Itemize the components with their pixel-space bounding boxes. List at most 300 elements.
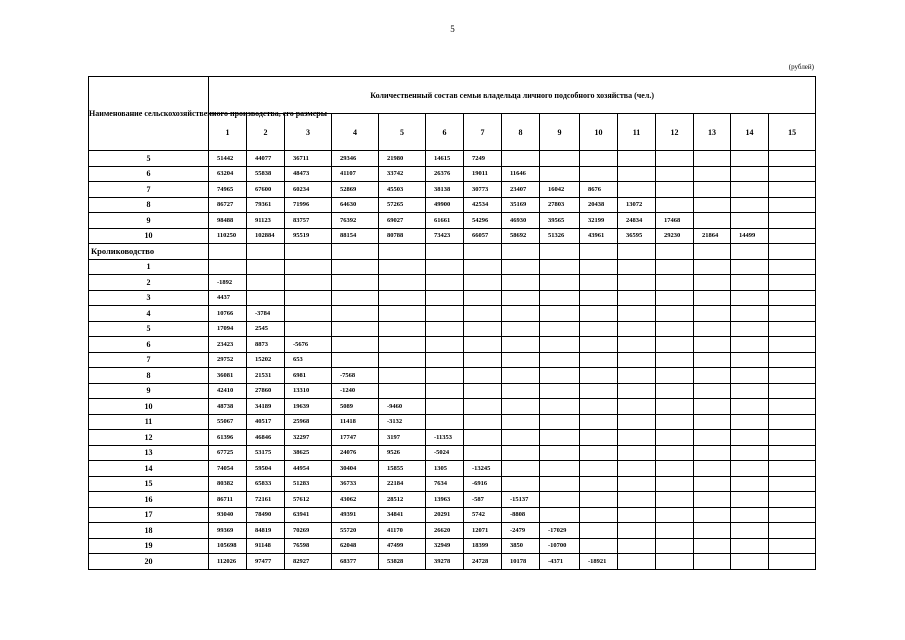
- table-cell: 17747: [332, 430, 379, 446]
- table-cell: [379, 259, 426, 275]
- table-cell: 14499: [731, 228, 769, 244]
- table-cell: [769, 538, 816, 554]
- table-cell: 10178: [502, 554, 540, 570]
- table-cell: [656, 507, 694, 523]
- table-cell: 62048: [332, 538, 379, 554]
- table-cell: [502, 244, 540, 260]
- table-cell: 72161: [247, 492, 285, 508]
- table-cell: [656, 554, 694, 570]
- table-cell: 49900: [426, 197, 464, 213]
- table-cell: 14615: [426, 151, 464, 167]
- table-cell: [464, 306, 502, 322]
- table-cell: [656, 259, 694, 275]
- row-label: 17: [89, 507, 209, 523]
- table-cell: [332, 321, 379, 337]
- table-cell: 82927: [285, 554, 332, 570]
- table-cell: [247, 244, 285, 260]
- units-note: (рублей): [788, 63, 814, 71]
- table-cell: [540, 430, 580, 446]
- table-cell: 30773: [464, 182, 502, 198]
- table-cell: [769, 352, 816, 368]
- table-cell: [502, 399, 540, 415]
- table-cell: [656, 151, 694, 167]
- table-cell: 53175: [247, 445, 285, 461]
- table-cell: 17468: [656, 213, 694, 229]
- table-cell: 97477: [247, 554, 285, 570]
- table-cell: 7634: [426, 476, 464, 492]
- table-cell: [540, 290, 580, 306]
- table-cell: [426, 383, 464, 399]
- row-label: 18: [89, 523, 209, 539]
- table-cell: [694, 213, 731, 229]
- table-cell: [332, 290, 379, 306]
- table-cell: 105698: [209, 538, 247, 554]
- table-cell: [731, 492, 769, 508]
- table-cell: 83757: [285, 213, 332, 229]
- table-cell: [731, 445, 769, 461]
- table-cell: 79361: [247, 197, 285, 213]
- table-cell: 61396: [209, 430, 247, 446]
- table-cell: [656, 445, 694, 461]
- table-cell: [694, 352, 731, 368]
- table-cell: [769, 244, 816, 260]
- table-row: [89, 554, 816, 570]
- table-cell: [769, 383, 816, 399]
- row-label: 8: [89, 368, 209, 384]
- table-cell: [502, 383, 540, 399]
- table-cell: [694, 476, 731, 492]
- table-cell: 47499: [379, 538, 426, 554]
- table-cell: [502, 352, 540, 368]
- table-cell: [379, 321, 426, 337]
- table-cell: [426, 368, 464, 384]
- table-cell: 53828: [379, 554, 426, 570]
- table-cell: 16042: [540, 182, 580, 198]
- table-cell: [656, 166, 694, 182]
- table-cell: 8873: [247, 337, 285, 353]
- column-header: 1: [209, 114, 247, 151]
- table-cell: 60234: [285, 182, 332, 198]
- data-table: [88, 76, 816, 570]
- table-cell: [580, 476, 618, 492]
- table-row: [89, 476, 816, 492]
- table-cell: 3850: [502, 538, 540, 554]
- table-cell: 7249: [464, 151, 502, 167]
- table-cell: 22184: [379, 476, 426, 492]
- table-cell: 80382: [209, 476, 247, 492]
- table-cell: [618, 337, 656, 353]
- table-cell: [618, 554, 656, 570]
- table-cell: 42410: [209, 383, 247, 399]
- table-cell: [332, 352, 379, 368]
- table-cell: [731, 430, 769, 446]
- table-cell: 51283: [285, 476, 332, 492]
- table-cell: 76598: [285, 538, 332, 554]
- table-cell: [656, 461, 694, 477]
- table-cell: 11646: [502, 166, 540, 182]
- table-cell: [379, 275, 426, 291]
- table-cell: -5676: [285, 337, 332, 353]
- table-cell: [769, 151, 816, 167]
- table-cell: 93040: [209, 507, 247, 523]
- table-cell: [580, 244, 618, 260]
- table-cell: [285, 259, 332, 275]
- table-cell: [731, 244, 769, 260]
- table-cell: [618, 244, 656, 260]
- table-cell: 12071: [464, 523, 502, 539]
- table-cell: [540, 275, 580, 291]
- table-cell: [694, 275, 731, 291]
- table-cell: [502, 461, 540, 477]
- table-cell: 3197: [379, 430, 426, 446]
- table-cell: [464, 259, 502, 275]
- table-cell: 54296: [464, 213, 502, 229]
- table-cell: [426, 259, 464, 275]
- table-cell: [769, 492, 816, 508]
- table-cell: 55067: [209, 414, 247, 430]
- row-label: 19: [89, 538, 209, 554]
- table-cell: [656, 492, 694, 508]
- row-label: 10: [89, 228, 209, 244]
- table-cell: [540, 337, 580, 353]
- table-cell: [731, 197, 769, 213]
- table-cell: 43062: [332, 492, 379, 508]
- table-cell: [618, 259, 656, 275]
- table-cell: [540, 476, 580, 492]
- table-cell: [731, 368, 769, 384]
- table-cell: [540, 368, 580, 384]
- table-cell: 40517: [247, 414, 285, 430]
- table-cell: -1892: [209, 275, 247, 291]
- table-cell: [426, 337, 464, 353]
- table-cell: 98488: [209, 213, 247, 229]
- table-cell: 59504: [247, 461, 285, 477]
- table-cell: [769, 554, 816, 570]
- table-cell: -3784: [247, 306, 285, 322]
- table-cell: [731, 352, 769, 368]
- row-label: 5: [89, 321, 209, 337]
- table-cell: 29346: [332, 151, 379, 167]
- table-cell: 45503: [379, 182, 426, 198]
- table-cell: [502, 259, 540, 275]
- row-label: 13: [89, 445, 209, 461]
- table-cell: [502, 430, 540, 446]
- table-cell: -1240: [332, 383, 379, 399]
- table-cell: [656, 244, 694, 260]
- table-cell: 55838: [247, 166, 285, 182]
- table-cell: [464, 399, 502, 415]
- table-cell: 38138: [426, 182, 464, 198]
- table-cell: [379, 244, 426, 260]
- table-cell: [618, 352, 656, 368]
- table-cell: [694, 321, 731, 337]
- table-cell: 23407: [502, 182, 540, 198]
- table-cell: 43961: [580, 228, 618, 244]
- table-cell: [540, 507, 580, 523]
- table-cell: 52869: [332, 182, 379, 198]
- table-cell: [618, 538, 656, 554]
- table-cell: 57265: [379, 197, 426, 213]
- table-cell: [656, 523, 694, 539]
- column-header: 3: [285, 114, 332, 151]
- table-cell: [656, 290, 694, 306]
- table-cell: 6981: [285, 368, 332, 384]
- table-cell: 44077: [247, 151, 285, 167]
- table-cell: [731, 275, 769, 291]
- table-cell: [379, 383, 426, 399]
- table-cell: [580, 306, 618, 322]
- table-cell: 32949: [426, 538, 464, 554]
- table-cell: [618, 321, 656, 337]
- group-header: Количественный состав семьи владельца личного подсобного хозяйства (чел.): [209, 77, 816, 114]
- column-header: 4: [332, 114, 379, 151]
- table-cell: 20291: [426, 507, 464, 523]
- table-cell: 27803: [540, 197, 580, 213]
- table-cell: [580, 368, 618, 384]
- table-cell: -587: [464, 492, 502, 508]
- table-cell: [656, 414, 694, 430]
- table-cell: 26376: [426, 166, 464, 182]
- table-cell: [656, 306, 694, 322]
- table-cell: [694, 306, 731, 322]
- table-cell: [618, 383, 656, 399]
- table-cell: [379, 306, 426, 322]
- table-cell: [580, 337, 618, 353]
- table-cell: -5024: [426, 445, 464, 461]
- table-cell: [618, 461, 656, 477]
- table-cell: 88154: [332, 228, 379, 244]
- table-cell: [580, 321, 618, 337]
- table-cell: [656, 197, 694, 213]
- table-cell: [731, 538, 769, 554]
- table-cell: -3132: [379, 414, 426, 430]
- table-cell: [580, 151, 618, 167]
- table-cell: 55720: [332, 523, 379, 539]
- table-cell: 69027: [379, 213, 426, 229]
- table-cell: 70269: [285, 523, 332, 539]
- table-cell: [731, 259, 769, 275]
- table-cell: 35169: [502, 197, 540, 213]
- table-row: [89, 182, 816, 198]
- name-column-header: Наименование сельскохозяйственного производства, его размеры: [89, 77, 209, 151]
- table-cell: [656, 430, 694, 446]
- table-cell: 99369: [209, 523, 247, 539]
- row-label: 3: [89, 290, 209, 306]
- table-cell: [580, 399, 618, 415]
- table-cell: 4437: [209, 290, 247, 306]
- table-cell: [580, 492, 618, 508]
- table-cell: [656, 352, 694, 368]
- table-cell: 42534: [464, 197, 502, 213]
- table-cell: [540, 399, 580, 415]
- table-cell: [656, 368, 694, 384]
- table-cell: [502, 321, 540, 337]
- table-cell: 36595: [618, 228, 656, 244]
- table-cell: 32199: [580, 213, 618, 229]
- table-cell: [656, 182, 694, 198]
- table-cell: [332, 306, 379, 322]
- table-cell: [426, 275, 464, 291]
- table-cell: [580, 290, 618, 306]
- table-row: [89, 523, 816, 539]
- table-cell: [580, 430, 618, 446]
- table-cell: 29230: [656, 228, 694, 244]
- table-cell: 63204: [209, 166, 247, 182]
- table-cell: [332, 244, 379, 260]
- table-cell: [731, 399, 769, 415]
- table-cell: [694, 151, 731, 167]
- table-cell: 91123: [247, 213, 285, 229]
- table-cell: 91148: [247, 538, 285, 554]
- table-cell: 1305: [426, 461, 464, 477]
- column-header: 10: [580, 114, 618, 151]
- table-cell: [694, 399, 731, 415]
- table-cell: 110250: [209, 228, 247, 244]
- table-cell: [618, 399, 656, 415]
- table-cell: 68377: [332, 554, 379, 570]
- table-cell: 67725: [209, 445, 247, 461]
- table-cell: 65833: [247, 476, 285, 492]
- table-cell: 10766: [209, 306, 247, 322]
- table-cell: [731, 476, 769, 492]
- table-cell: 15202: [247, 352, 285, 368]
- table-cell: 24076: [332, 445, 379, 461]
- table-cell: [656, 476, 694, 492]
- table-cell: 5742: [464, 507, 502, 523]
- table-cell: [694, 492, 731, 508]
- table-cell: 112026: [209, 554, 247, 570]
- table-cell: 84819: [247, 523, 285, 539]
- table-cell: 30404: [332, 461, 379, 477]
- table-cell: [540, 306, 580, 322]
- table-cell: [769, 523, 816, 539]
- table-cell: 76392: [332, 213, 379, 229]
- row-label: 2: [89, 275, 209, 291]
- column-header: 12: [656, 114, 694, 151]
- table-cell: [694, 259, 731, 275]
- table-cell: 39565: [540, 213, 580, 229]
- table-cell: [502, 275, 540, 291]
- row-label: 8: [89, 197, 209, 213]
- table-cell: [580, 538, 618, 554]
- table-row: [89, 151, 816, 167]
- table-cell: 28512: [379, 492, 426, 508]
- table-cell: [694, 507, 731, 523]
- table-row: [89, 507, 816, 523]
- table-cell: [618, 368, 656, 384]
- table-cell: [540, 461, 580, 477]
- table-cell: [769, 507, 816, 523]
- row-label: 11: [89, 414, 209, 430]
- table-cell: [618, 492, 656, 508]
- column-header: 14: [731, 114, 769, 151]
- table-cell: [694, 383, 731, 399]
- table-cell: 32297: [285, 430, 332, 446]
- table-cell: 27860: [247, 383, 285, 399]
- table-cell: -8808: [502, 507, 540, 523]
- table-cell: [731, 321, 769, 337]
- table-cell: [694, 244, 731, 260]
- table-cell: 86711: [209, 492, 247, 508]
- table-row: [89, 290, 816, 306]
- table-cell: [426, 244, 464, 260]
- table-cell: 13310: [285, 383, 332, 399]
- table-cell: [694, 538, 731, 554]
- table-cell: 102884: [247, 228, 285, 244]
- table-cell: 29752: [209, 352, 247, 368]
- table-cell: [618, 523, 656, 539]
- table-row: [89, 213, 816, 229]
- table-cell: 39278: [426, 554, 464, 570]
- table-cell: [540, 414, 580, 430]
- table-cell: 86727: [209, 197, 247, 213]
- table-cell: [209, 259, 247, 275]
- table-cell: [694, 368, 731, 384]
- row-label: 1: [89, 259, 209, 275]
- table-cell: [379, 368, 426, 384]
- table-cell: 36733: [332, 476, 379, 492]
- table-cell: 653: [285, 352, 332, 368]
- column-header: 6: [426, 114, 464, 151]
- table-cell: [618, 414, 656, 430]
- table-cell: 19011: [464, 166, 502, 182]
- table-cell: [540, 166, 580, 182]
- table-row: [89, 383, 816, 399]
- table-cell: [694, 414, 731, 430]
- row-label: 5: [89, 151, 209, 167]
- table-cell: [618, 507, 656, 523]
- row-label: 6: [89, 166, 209, 182]
- table-cell: 80788: [379, 228, 426, 244]
- table-row: [89, 166, 816, 182]
- row-label: 9: [89, 383, 209, 399]
- table-cell: [731, 383, 769, 399]
- table-cell: [769, 337, 816, 353]
- table-cell: [285, 321, 332, 337]
- table-cell: -11353: [426, 430, 464, 446]
- table-cell: [464, 244, 502, 260]
- table-cell: [769, 430, 816, 446]
- row-label: 6: [89, 337, 209, 353]
- table-cell: [618, 275, 656, 291]
- table-cell: 15855: [379, 461, 426, 477]
- table-cell: [618, 182, 656, 198]
- table-cell: 38625: [285, 445, 332, 461]
- page-number: 5: [450, 24, 455, 34]
- table-cell: [769, 166, 816, 182]
- table-cell: 26620: [426, 523, 464, 539]
- column-header: 8: [502, 114, 540, 151]
- table-cell: -15137: [502, 492, 540, 508]
- row-label: 20: [89, 554, 209, 570]
- table-cell: [540, 151, 580, 167]
- table-cell: [426, 306, 464, 322]
- table-cell: [540, 352, 580, 368]
- table-cell: 74054: [209, 461, 247, 477]
- table-cell: [332, 259, 379, 275]
- table-cell: 24834: [618, 213, 656, 229]
- section-title: Кролиководство: [89, 244, 209, 260]
- table-cell: 21864: [694, 228, 731, 244]
- table-cell: 46930: [502, 213, 540, 229]
- table-cell: [426, 352, 464, 368]
- table-cell: [731, 523, 769, 539]
- table-row: [89, 430, 816, 446]
- table-cell: [694, 197, 731, 213]
- table-cell: [502, 151, 540, 167]
- table-cell: [464, 321, 502, 337]
- table-cell: [464, 290, 502, 306]
